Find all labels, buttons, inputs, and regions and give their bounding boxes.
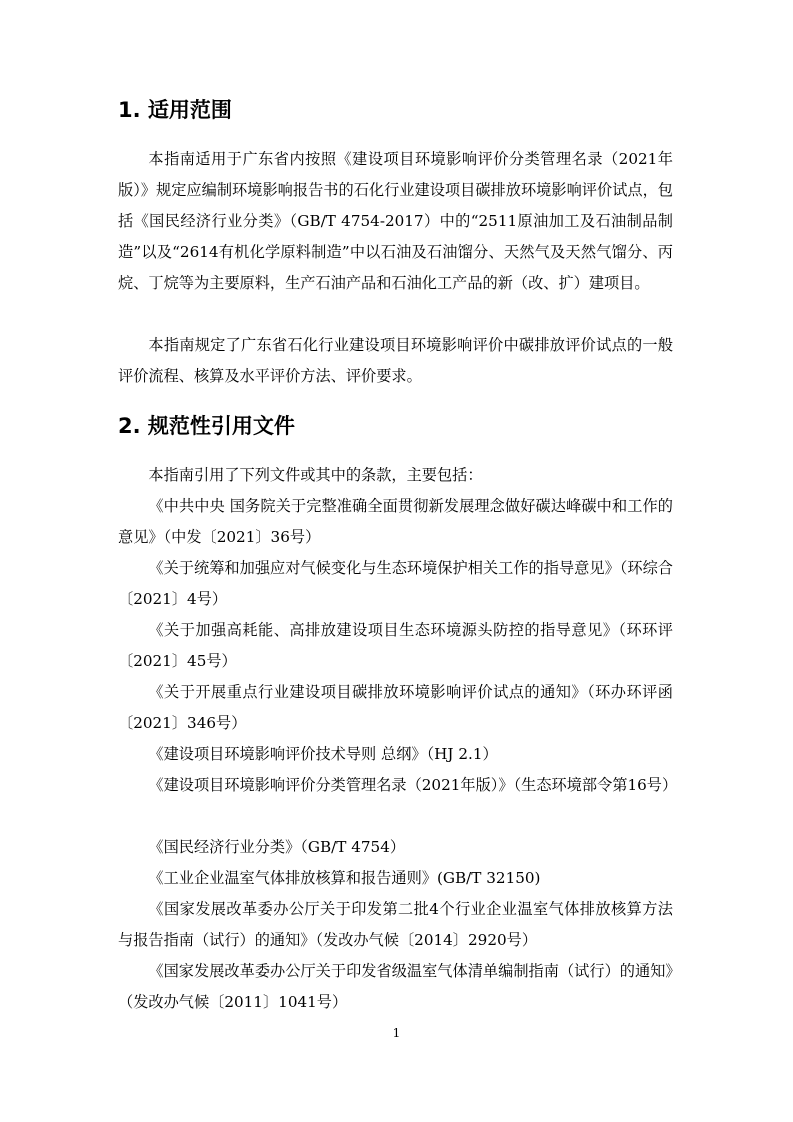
reference-item: 《建设项目环境影响评价分类管理名录（2021年版）》（生态环境部令第16号） [148,776,678,794]
reference-item: 《关于开展重点行业建设项目碳排放环境影响评价试点的通知》（环办环评函〔2021〕346号） [118,683,673,732]
reference-item: 《中共中央 国务院关于完整准确全面贯彻新发展理念做好碳达峰碳中和工作的意见》（中发〔2021〕36号） [118,497,673,546]
reference-item: 《国家发展改革委办公厅关于印发第二批4个行业企业温室气体排放核算方法与报告指南（试行）的通知》（发改办气候〔2014〕2920号） [118,900,673,949]
reference-item: 《关于加强高耗能、高排放建设项目生态环境源头防控的指导意见》（环环评〔2021〕45号） [118,621,673,670]
section-1-paragraph-2: 本指南规定了广东省石化行业建设项目环境影响评价中碳排放评价试点的一般评价流程、核算及水平评价方法、评价要求。 [118,336,673,385]
reference-item: 《工业企业温室气体排放核算和报告通则》(GB/T 32150) [148,869,541,887]
reference-item: 《建设项目环境影响评价技术导则 总纲》（HJ 2.1） [148,745,498,763]
reference-item: 《国家发展改革委办公厅关于印发省级温室气体清单编制指南（试行）的通知》（发改办气候〔2011〕1041号） [118,962,673,1011]
reference-item: 《关于统筹和加强应对气候变化与生态环境保护相关工作的指导意见》（环综合〔2021〕4号） [118,559,673,608]
reference-item: 《国民经济行业分类》（GB/T 4754） [148,838,406,856]
page-number: 1 [392,1026,401,1040]
section-2-intro: 本指南引用了下列文件或其中的条款，主要包括： [148,466,483,484]
section-1-paragraph-1: 本指南适用于广东省内按照《建设项目环境影响评价分类管理名录（2021年版）》规定应编制环境影响报告书的石化行业建设项目碳排放环境影响评价试点，包括《国民经济行业分类》（GB/T 4754-2017）中的“2511原油加工及石油制品制造”以及“2614有机化学原料制造”中以石油及石油馏分、天然气及天然气馏分、丙烷、丁烷等为主要原料，生产石油产品和石油化工产品的新（改、扩）建项目。 [118,150,673,292]
section-1-heading: 1. 适用范围 [118,98,232,122]
section-2-heading: 2. 规范性引用文件 [118,414,295,438]
